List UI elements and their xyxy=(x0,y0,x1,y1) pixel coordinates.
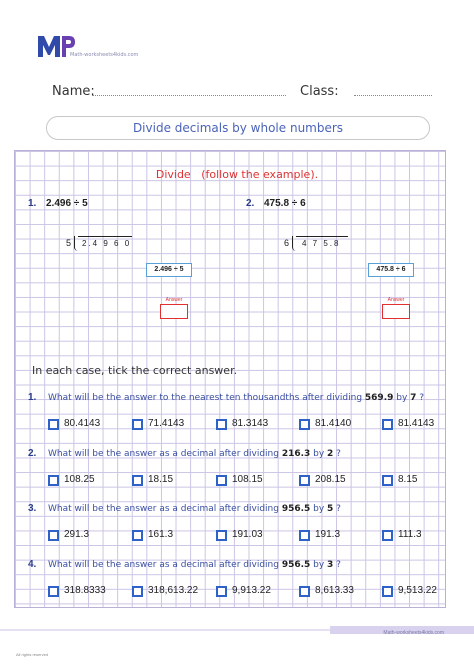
option-value: 81.4143 xyxy=(398,418,435,429)
class-label: Class: xyxy=(300,84,339,99)
checkbox-icon[interactable] xyxy=(48,419,59,430)
answer-option[interactable] xyxy=(48,529,128,543)
class-field[interactable] xyxy=(354,95,432,96)
option-value: 208.15 xyxy=(315,474,346,485)
answer-option[interactable] xyxy=(48,418,128,432)
option-value: 318.8333 xyxy=(64,585,106,596)
long-division-1 xyxy=(66,236,136,252)
checkbox-icon[interactable] xyxy=(48,475,59,486)
option-value: 291.3 xyxy=(64,529,90,540)
question-text xyxy=(48,504,341,514)
question-text-part: ? xyxy=(416,393,425,403)
name-field[interactable] xyxy=(92,95,286,96)
problem-1-answer-box[interactable] xyxy=(160,304,188,319)
question-number: 2. xyxy=(28,448,37,459)
checkbox-icon[interactable] xyxy=(299,586,310,597)
answer-option[interactable] xyxy=(382,474,462,488)
checkbox-icon[interactable] xyxy=(216,475,227,486)
question-text-part: ? xyxy=(333,504,341,514)
checkbox-icon[interactable] xyxy=(382,530,393,541)
option-value: 18.15 xyxy=(148,474,174,485)
question-text-part: ? xyxy=(333,560,341,570)
divisor: 5 xyxy=(66,238,72,248)
answer-option[interactable] xyxy=(132,585,212,599)
dividend: 4 7 5.8 xyxy=(302,239,341,248)
checkbox-icon[interactable] xyxy=(216,586,227,597)
title-banner xyxy=(46,116,430,140)
question-text-part: by xyxy=(393,393,411,403)
checkbox-icon[interactable] xyxy=(382,419,393,430)
question-text-part: 569.9 xyxy=(364,393,394,403)
question-text-part: What will be the answer to the nearest ten thousandths after dividing xyxy=(48,393,365,403)
question-text-part: 2 xyxy=(327,449,334,459)
question-text-part: What will be the answer as a decimal after dividing xyxy=(48,504,282,514)
checkbox-icon[interactable] xyxy=(216,419,227,430)
answer-option[interactable] xyxy=(382,585,462,599)
division-bracket xyxy=(74,236,78,251)
divide-heading-note: (follow the example). xyxy=(201,168,319,181)
problem-2-hint: 475.8 ÷ 6 xyxy=(368,263,414,277)
option-value: 81.3143 xyxy=(232,418,269,429)
option-value: 81.4140 xyxy=(315,418,352,429)
question-text xyxy=(48,560,341,570)
option-value: 191.3 xyxy=(315,529,341,540)
site-name: Math-worksheets4kids.com xyxy=(70,52,139,58)
question-number: 1. xyxy=(28,392,37,403)
option-value: 8.15 xyxy=(398,474,418,485)
question-text-part: 956.5 xyxy=(281,560,311,570)
checkbox-icon[interactable] xyxy=(216,530,227,541)
dividend: 2.4 9 6 0 xyxy=(82,239,132,248)
name-class-row xyxy=(0,84,474,100)
question-text-part: by xyxy=(310,560,328,570)
option-value: 9,913.22 xyxy=(232,585,271,596)
tick-heading: In each case, tick the correct answer. xyxy=(32,364,238,377)
question-text-part: by xyxy=(310,449,328,459)
question-text-part: 956.5 xyxy=(281,504,311,514)
checkbox-icon[interactable] xyxy=(132,475,143,486)
answer-option[interactable] xyxy=(48,474,128,488)
checkbox-icon[interactable] xyxy=(48,530,59,541)
answer-option[interactable] xyxy=(299,474,379,488)
name-label: Name: xyxy=(52,84,95,99)
problem-2-number: 2. xyxy=(246,198,255,209)
option-value: 108.25 xyxy=(64,474,95,485)
answer-option[interactable] xyxy=(382,529,462,543)
question-text-part: What will be the answer as a decimal after dividing xyxy=(48,560,282,570)
question-text xyxy=(48,449,341,459)
page-title: Divide decimals by whole numbers xyxy=(132,121,344,135)
problem-1-number: 1. xyxy=(28,198,37,209)
option-value: 108.15 xyxy=(232,474,263,485)
answer-option[interactable] xyxy=(132,474,212,488)
answer-option[interactable] xyxy=(48,585,128,599)
answer-option[interactable] xyxy=(299,585,379,599)
checkbox-icon[interactable] xyxy=(132,419,143,430)
problem-2-answer-box[interactable] xyxy=(382,304,410,319)
question-text-part: 3 xyxy=(327,560,334,570)
division-bracket xyxy=(292,236,296,251)
division-bar xyxy=(78,236,132,237)
divide-heading xyxy=(0,168,474,181)
answer-option[interactable] xyxy=(132,418,212,432)
question-text-part: ? xyxy=(333,449,341,459)
option-value: 8,613.33 xyxy=(315,585,354,596)
divide-heading-word: Divide xyxy=(155,168,191,181)
answer-option[interactable] xyxy=(216,585,296,599)
division-bar xyxy=(296,236,348,237)
option-value: 161.3 xyxy=(148,529,174,540)
answer-option[interactable] xyxy=(382,418,462,432)
question-text-part: by xyxy=(310,504,328,514)
answer-option[interactable] xyxy=(299,418,379,432)
question-text-part: 7 xyxy=(410,393,417,403)
answer-option[interactable] xyxy=(299,529,379,543)
question-text xyxy=(48,393,424,403)
rights-text: All rights reserved xyxy=(16,652,49,657)
answer-option[interactable] xyxy=(216,418,296,432)
problem-2-expression: 475.8 ÷ 6 xyxy=(264,198,306,209)
question-number: 4. xyxy=(28,559,37,570)
problem-1-expression: 2.496 ÷ 5 xyxy=(46,198,88,209)
long-division-2 xyxy=(284,236,354,252)
answer-option[interactable] xyxy=(216,529,296,543)
answer-label: Answer xyxy=(165,297,183,303)
answer-option[interactable] xyxy=(216,474,296,488)
option-value: 318,613.22 xyxy=(148,585,199,596)
option-value: 71.4143 xyxy=(148,418,185,429)
option-value: 80.4143 xyxy=(64,418,101,429)
checkbox-icon[interactable] xyxy=(132,530,143,541)
checkbox-icon[interactable] xyxy=(299,475,310,486)
divisor: 6 xyxy=(284,238,290,248)
option-value: 111.3 xyxy=(398,529,422,540)
question-text-part: What will be the answer as a decimal after dividing xyxy=(48,449,282,459)
question-number: 3. xyxy=(28,503,37,514)
question-text-part: 5 xyxy=(327,504,334,514)
option-value: 9,513.22 xyxy=(398,585,437,596)
checkbox-icon[interactable] xyxy=(299,419,310,430)
question-text-part: 216.3 xyxy=(281,449,311,459)
checkbox-icon[interactable] xyxy=(382,586,393,597)
checkbox-icon[interactable] xyxy=(48,586,59,597)
option-value: 191.03 xyxy=(232,529,263,540)
checkbox-icon[interactable] xyxy=(382,475,393,486)
checkbox-icon[interactable] xyxy=(132,586,143,597)
problem-1-hint: 2.496 ÷ 5 xyxy=(146,263,192,277)
answer-label: Answer xyxy=(387,297,405,303)
answer-option[interactable] xyxy=(132,529,212,543)
checkbox-icon[interactable] xyxy=(299,530,310,541)
footer-site: Math-worksheets4kids.com xyxy=(383,630,444,636)
